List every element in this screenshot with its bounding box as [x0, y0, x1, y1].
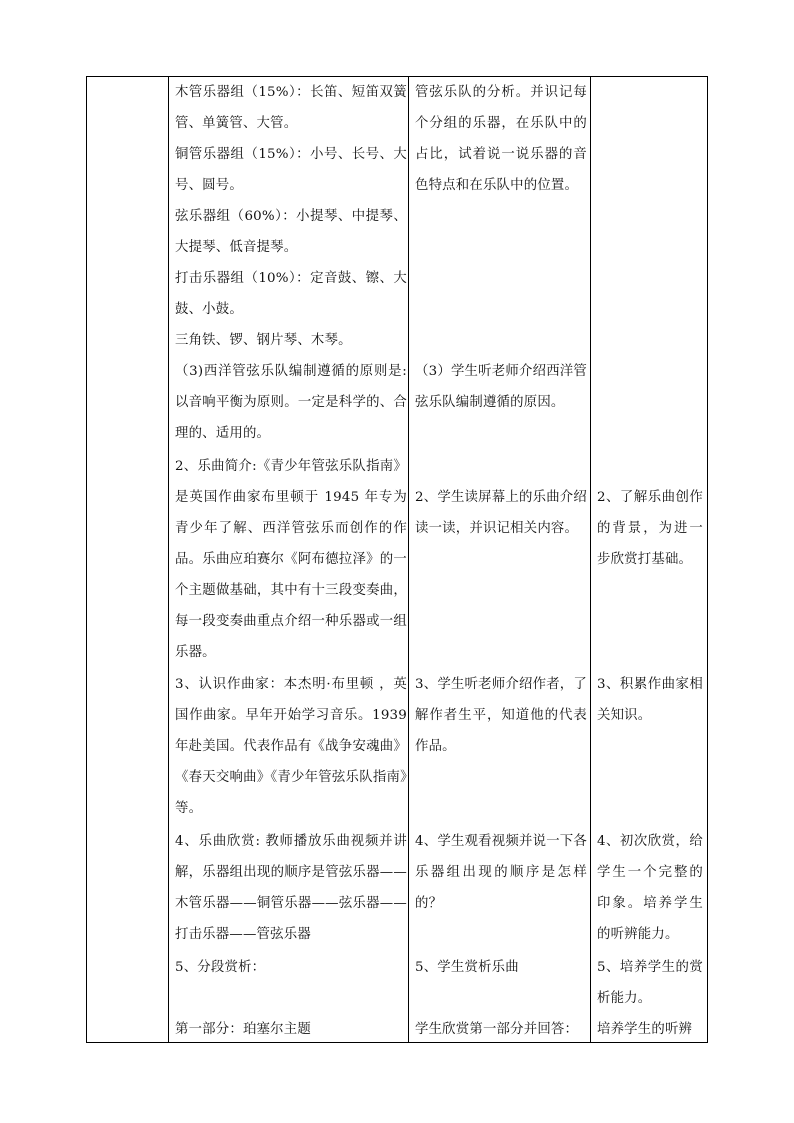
- lesson-plan-table: [86, 76, 708, 1043]
- student-principle-text: （3）学生听老师介绍西洋管弦乐队编制遵循的原因。: [415, 364, 587, 410]
- section-analysis-text: 5、分段赏析：: [175, 960, 266, 975]
- orchestra-principle-text: （3)西洋管弦乐队编制遵循的原则是:以音响平衡为原则。一定是科学的、合理的、适用的。: [175, 364, 407, 441]
- student-part-one-text: 学生欣赏第一部分并回答：: [415, 1022, 579, 1037]
- listening-text: 4、乐曲欣赏: 教师播放乐曲视频并讲解，乐器组出现的顺序是管弦乐器——木管乐器——铜管乐器——弦乐器——打击乐器——管弦乐器: [175, 834, 407, 942]
- string-group-text: 弦乐器组（60%）：小提琴、中提琴、大提琴、低音提琴。: [175, 209, 407, 255]
- student-composer-text: 3、学生听老师介绍作者，了解作者生平，知道他的代表作品。: [415, 677, 587, 754]
- stage-column: [87, 77, 168, 1042]
- intent-appreciation-text: 5、培养学生的赏析能力。: [597, 960, 703, 1006]
- intent-background-text: 2、了解乐曲创作的背景，为进一步欣赏打基础。: [597, 490, 703, 567]
- percussion-extra-text: 三角铁、锣、钢片琴、木琴。: [175, 333, 352, 348]
- student-activity-column: [409, 77, 589, 1042]
- teacher-activity-column: [169, 77, 407, 1042]
- composer-intro-text: 3、认识作曲家：本杰明·布里顿 ，英国作曲家。早年开始学习音乐。1939 年赴美国。代表作品有《战争安魂曲》《春天交响曲》《青少年管弦乐队指南》等。: [175, 677, 407, 816]
- brass-group-text: 铜管乐器组（15%）：小号、长号、大号、圆号。: [175, 147, 407, 193]
- student-analysis-text: 管弦乐队的分析。并识记每个分组的乐器，在乐队中的占比，试着说一说乐器的音色特点和在乐队中的位置。: [415, 85, 587, 193]
- intent-composer-text: 3、积累作曲家相关知识。: [597, 677, 703, 723]
- student-intro-text: 2、学生读屏幕上的乐曲介绍读一读，并识记相关内容。: [415, 490, 587, 536]
- part-one-text: 第一部分：珀塞尔主题: [175, 1022, 311, 1037]
- student-video-text: 4、学生观看视频并说一下各乐器组出现的顺序是怎样的？: [415, 834, 587, 911]
- design-intent-column: [591, 77, 707, 1042]
- woodwind-group-text: 木管乐器组（15%）：长笛、短笛双簧管、单簧管、大管。: [175, 85, 407, 131]
- intent-listening-text: 4、初次欣赏，给学生一个完整的印象。培养学生的听辨能力。: [597, 834, 703, 942]
- percussion-group-text: 打击乐器组（10%）：定音鼓、镲、大鼓、小鼓。: [175, 271, 407, 317]
- piece-intro-text: 2、乐曲简介:《青少年管弦乐队指南》是英国作曲家布里顿于 1945 年专为青少年了解、西洋管弦乐而创作的作品。乐曲应珀赛尔《阿布德拉泽》的一个主题做基础，其中有十三段变奏曲，每一段变奏曲重点介绍一种乐器或一组乐器。: [175, 459, 407, 660]
- intent-hearing-text: 培养学生的听辨: [597, 1022, 693, 1037]
- student-appreciation-text: 5、学生赏析乐曲: [415, 960, 519, 975]
